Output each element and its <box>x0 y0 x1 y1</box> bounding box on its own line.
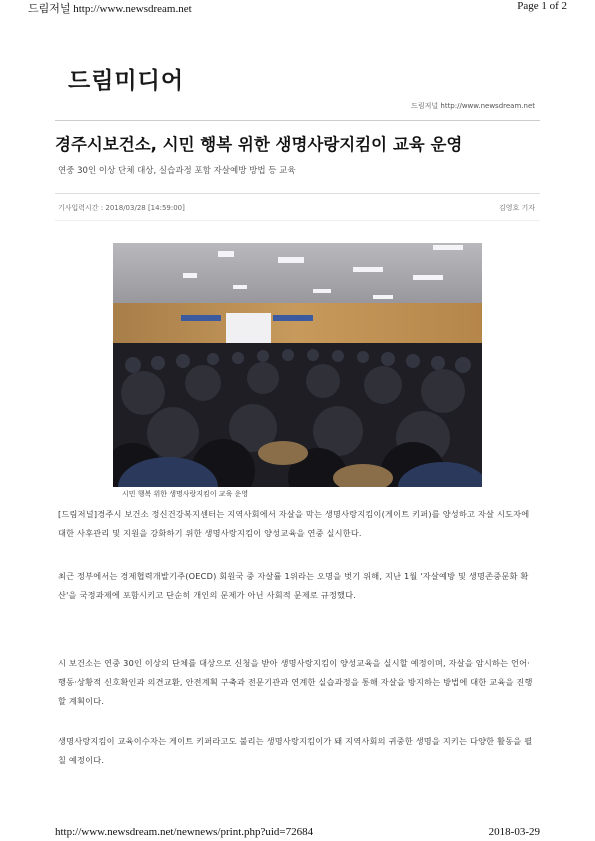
article-paragraph: 최근 정부에서는 경제협력개발기주(OECD) 회원국 중 자살률 1위라는 오명을 벗기 위해, 지난 1월 '자살예방 및 생명존중문화 확산'을 국정과제에 포함시키고 단순히 개인의 문제가 아닌 사회적 문제로 규정했다. <box>58 571 529 600</box>
site-logo[interactable]: 드림미디어 <box>68 68 185 94</box>
article-paragraph: 생명사랑지킴이 교육이수자는 게이트 키퍼라고도 불리는 생명사랑지킴이가 돼 지역사회의 귀중한 생명을 지키는 다양한 활동을 펼칠 예정이다. <box>58 736 533 765</box>
header-divider <box>55 120 540 121</box>
article-title: 경주시보건소, 시민 행복 위한 생명사랑지킴이 교육 운영 <box>55 135 463 154</box>
title-divider <box>55 193 540 194</box>
photo-caption: 시민 행복 위한 생명사랑지킴이 교육 운영 <box>122 490 249 498</box>
article-paragraph: [드림저널]경주시 보건소 정신건강복지센터는 지역사회에서 자살을 막는 생명사랑지킴이(게이트 키퍼)를 양성하고 자살 시도자에 대한 사후관리 및 지원을 강화하기 위한 생명사랑지킴이 양성교육을 연중 실시한다. <box>58 509 530 538</box>
article-author: 김영호 기자 <box>498 204 535 212</box>
print-footer-url[interactable]: http://www.newsdream.net/newnews/print.php?uid=72684 <box>55 826 314 838</box>
article-timestamp: 기사입력시간 : 2018/03/28 [14:59:00] <box>58 204 185 212</box>
article-paragraph: 시 보건소는 연중 30인 이상의 단체를 대상으로 신청을 받아 생명사랑지킴이 양성교육을 실시할 예정이며, 자살을 암시하는 언어·행동·상황적 신호확인과 의견교환, 안전계획 구축과 전문기관과 연계한 실습과정을 통해 자살을 방지하는 방법에 대한 교육을 진행할 계획이다. <box>58 658 533 706</box>
print-header-page-number: Page 1 of 2 <box>517 0 567 12</box>
print-footer-date: 2018-03-29 <box>488 826 540 838</box>
meta-divider <box>55 220 540 221</box>
site-url-line: 드림저널 http://www.newsdream.net <box>411 102 535 110</box>
article-subtitle: 연중 30인 이상 단체 대상, 실습과정 포함 자살예방 방법 등 교육 <box>58 166 296 176</box>
article-photo <box>113 243 482 487</box>
lecture-hall-photo <box>113 243 482 487</box>
print-header-left: 드림저널 http://www.newsdream.net <box>28 3 192 15</box>
